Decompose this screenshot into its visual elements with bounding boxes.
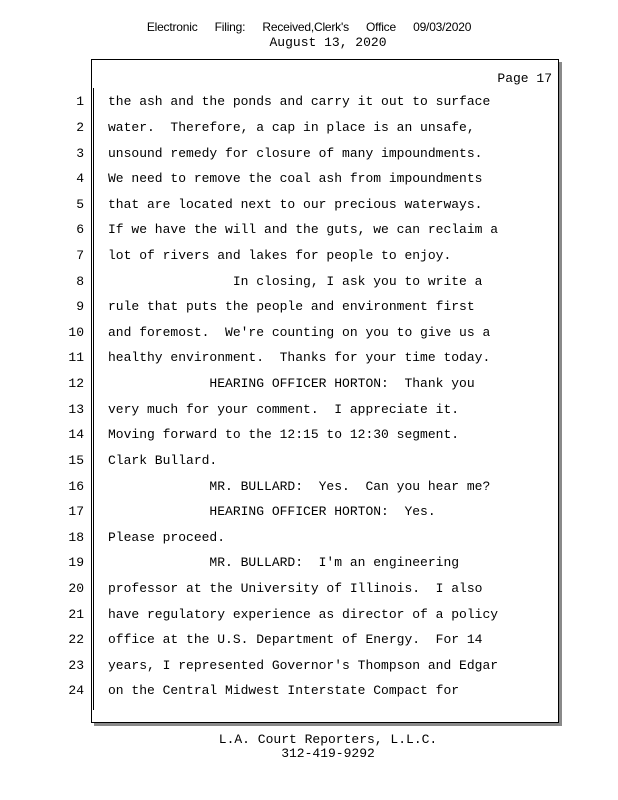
line-text: office at the U.S. Department of Energy. For 14 (108, 632, 483, 647)
line-text: professor at the University of Illinois. I also (108, 581, 483, 596)
line-text: rule that puts the people and environment first (108, 299, 475, 314)
transcript-line (0, 477, 618, 497)
transcript-line (0, 605, 618, 625)
line-text: HEARING OFFICER HORTON: Yes. (108, 504, 436, 519)
line-text: and foremost. We're counting on you to give us a (108, 325, 491, 340)
transcript-line (0, 502, 618, 522)
line-text: lot of rivers and lakes for people to enjoy. (108, 248, 452, 263)
line-number: 20 (68, 581, 84, 596)
line-text: the ash and the ponds and carry it out to surface (108, 94, 491, 109)
reporter-company: L.A. Court Reporters, L.L.C. (218, 732, 438, 747)
line-number: 6 (76, 222, 84, 237)
line-number: 12 (68, 376, 84, 391)
line-number: 3 (76, 146, 84, 161)
line-number: 23 (68, 658, 84, 673)
transcript-line (0, 553, 618, 573)
line-number: 18 (68, 530, 84, 545)
line-text: HEARING OFFICER HORTON: Thank you (108, 376, 475, 391)
page-number: Page 17 (497, 71, 552, 86)
electronic-filing-stamp (0, 20, 618, 34)
line-text: unsound remedy for closure of many impoundments. (108, 146, 483, 161)
stamp-word: Electronic (146, 20, 198, 34)
transcript-line (0, 195, 618, 215)
transcript-line (0, 348, 618, 368)
transcript-line (0, 656, 618, 676)
line-number: 13 (68, 402, 84, 417)
line-number: 9 (76, 299, 84, 314)
line-text: MR. BULLARD: I'm an engineering (108, 555, 460, 570)
line-text: have regulatory experience as director of a policy (108, 607, 499, 622)
line-text: If we have the will and the guts, we can reclaim a (108, 222, 499, 237)
transcript-line (0, 323, 618, 343)
line-number: 10 (68, 325, 84, 340)
line-number: 17 (68, 504, 84, 519)
line-text: Please proceed. (108, 530, 226, 545)
transcript-line (0, 374, 618, 394)
line-text: We need to remove the coal ash from impoundments (108, 171, 483, 186)
stamp-word: Received,Clerk's (262, 20, 349, 34)
transcript-line (0, 451, 618, 471)
line-text: that are located next to our precious waterways. (108, 197, 483, 212)
line-text: MR. BULLARD: Yes. Can you hear me? (108, 479, 491, 494)
transcript-line (0, 118, 618, 138)
line-text: healthy environment. Thanks for your time today. (108, 350, 491, 365)
line-number: 1 (76, 94, 84, 109)
transcript-line (0, 528, 618, 548)
line-number: 16 (68, 479, 84, 494)
reporter-phone: 312-419-9292 (281, 746, 375, 761)
line-number: 21 (68, 607, 84, 622)
line-text: very much for your comment. I appreciate it. (108, 402, 460, 417)
transcript-line (0, 681, 618, 701)
transcript-line (0, 272, 618, 292)
line-text: on the Central Midwest Interstate Compact for (108, 683, 460, 698)
line-number: 19 (68, 555, 84, 570)
reporter-footer (0, 733, 618, 761)
line-text: Moving forward to the 12:15 to 12:30 segment. (108, 427, 460, 442)
transcript-date: August 13, 2020 (269, 35, 387, 50)
line-number: 24 (68, 683, 84, 698)
transcript-line (0, 297, 618, 317)
transcript-line (0, 400, 618, 420)
stamp-word: Filing: (214, 20, 246, 34)
line-text: water. Therefore, a cap in place is an unsafe, (108, 120, 475, 135)
line-text: years, I represented Governor's Thompson and Edgar (108, 658, 499, 673)
transcript-line (0, 92, 618, 112)
line-number: 15 (68, 453, 84, 468)
transcript-line (0, 144, 618, 164)
transcript-line (0, 630, 618, 650)
transcript-line (0, 246, 618, 266)
line-number: 11 (68, 350, 84, 365)
line-text: In closing, I ask you to write a (108, 274, 483, 289)
transcript-line (0, 425, 618, 445)
line-number: 2 (76, 120, 84, 135)
line-number: 5 (76, 197, 84, 212)
line-number: 4 (76, 171, 84, 186)
line-number: 8 (76, 274, 84, 289)
transcript-line (0, 579, 618, 599)
transcript-line (0, 169, 618, 189)
stamp-word: Office (366, 20, 396, 34)
transcript-line (0, 220, 618, 240)
line-text: Clark Bullard. (108, 453, 218, 468)
line-number: 7 (76, 248, 84, 263)
line-number: 14 (68, 427, 84, 442)
line-number: 22 (68, 632, 84, 647)
stamp-date: 09/03/2020 (413, 20, 472, 34)
